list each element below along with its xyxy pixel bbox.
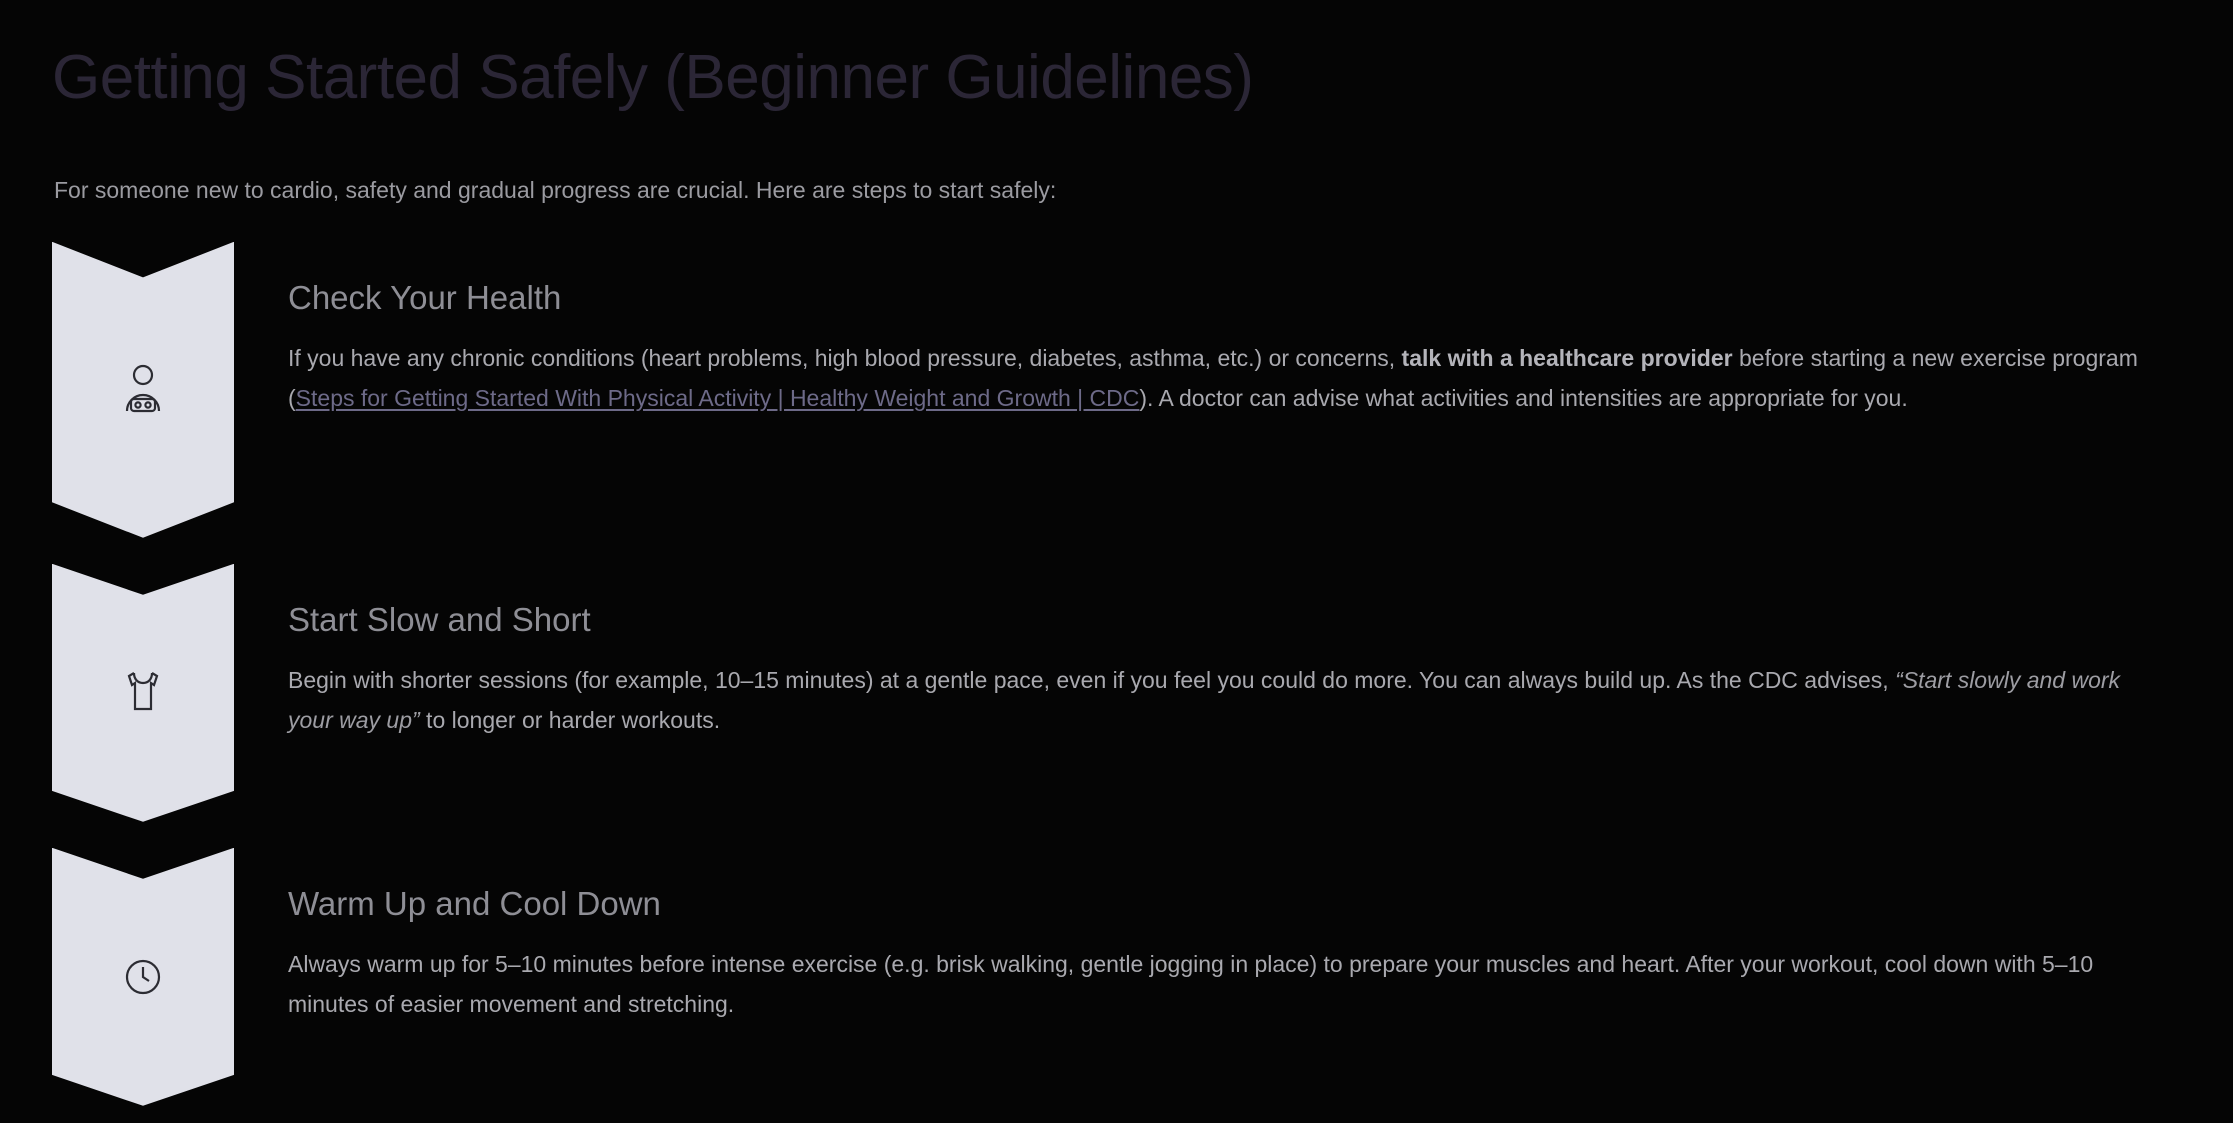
- tank-top-icon: [121, 667, 165, 719]
- step-marker-3: [52, 848, 234, 1106]
- list-item: [52, 564, 2193, 822]
- citation-link[interactable]: Steps for Getting Started With Physical Activity | Healthy Weight and Growth | CDC: [295, 384, 1140, 411]
- step-text-part: to longer or harder workouts.: [419, 706, 721, 733]
- step-text: Always warm up for 5–10 minutes before intense exercise (e.g. brisk walking, gentle jogging in place) to prepare your muscles and heart. After your workout, cool down with 5–10 minutes of easier movement and stretching.: [288, 951, 2094, 1017]
- intro-paragraph: For someone new to cardio, safety and gradual progress are crucial. Here are steps to start safely:: [54, 177, 1057, 204]
- clock-icon: [121, 955, 165, 999]
- step-text-part: If you have any chronic conditions (heart problems, high blood pressure, diabetes, asthma, etc.) or concerns,: [288, 345, 1402, 372]
- step-heading: Check Your Health: [288, 278, 562, 316]
- step-text: [288, 339, 2164, 418]
- person-health-icon: [120, 361, 166, 419]
- step-text-part: ). A doctor can advise what activities and intensities are appropriate for you.: [1139, 384, 1908, 411]
- steps-list: [52, 242, 2193, 1106]
- step-text-part: Begin with shorter sessions (for example, 10–15 minutes) at a gentle pace, even if you feel you could do more. You can always build up. As the CDC advises,: [288, 667, 1896, 694]
- step-content-2: [234, 564, 2164, 741]
- chevron-shape: [52, 848, 234, 1106]
- step-text-quote: “Start slowly and work your way up”: [288, 667, 2121, 733]
- step-content-1: [234, 242, 2164, 419]
- step-heading: Warm Up and Cool Down: [288, 884, 661, 922]
- step-content-3: [234, 848, 2164, 1025]
- step-text: [288, 661, 2164, 740]
- step-marker-2: [52, 564, 234, 822]
- chevron-shape: [52, 242, 234, 538]
- list-item: [52, 242, 2193, 538]
- page-title: Getting Started Safely (Beginner Guidelines): [52, 43, 1254, 112]
- step-text-part: before starting a new exercise program (: [288, 345, 2138, 411]
- step-marker-1: [52, 242, 234, 538]
- step-heading: Start Slow and Short: [288, 600, 591, 638]
- chevron-shape: [52, 564, 234, 822]
- step-text-bold: talk with a healthcare provider: [1401, 345, 1733, 372]
- list-item: [52, 848, 2193, 1106]
